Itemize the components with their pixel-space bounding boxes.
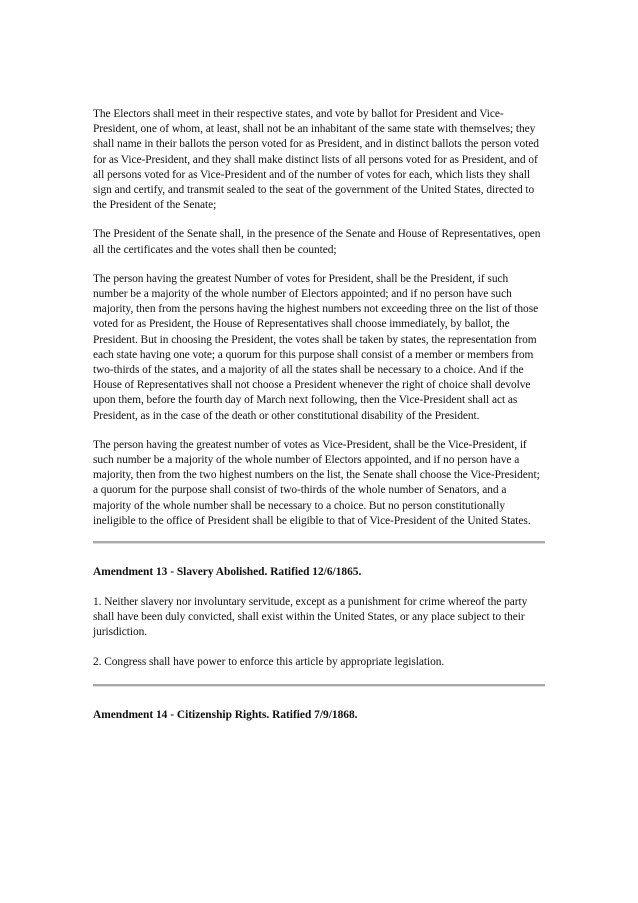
amendment12-paragraph-electors: The Electors shall meet in their respective states, and vote by ballot for President and Vice-President, one of whom, at least, shall not be an inhabitant of the same state with themselves; they shall name in their ballots the person voted for as President, and in distinct ballots the person voted for as Vice-President, and they shall make distinct lists of all persons voted for as President, and of all persons voted for as Vice-President and of the number of votes for each, which lists they shall sign and certify, and transmit sealed to the seat of the government of the United States, directed to the President of the Senate; [93,108,539,212]
amendment13-title: Amendment 13 - Slavery Abolished. Ratified 12/6/1865. [93,566,362,579]
amendment12-paragraph-vice-president-choice: The person having the greatest number of votes as Vice-President, shall be the Vice-President, if such number be a majority of the whole number of Electors appointed, and if no person have a majority, then from the two highest numbers on the list, the Senate shall choose the Vice-President; a quorum for the purpose shall consist of two-thirds of the whole number of Senators, and a majority of the whole number shall be necessary to a choice. But no person constitutionally ineligible to the office of President shall be eligible to that of Vice-President of the United States. [93,438,540,527]
amendment12-paragraph-counting: The President of the Senate shall, in the presence of the Senate and House of Representatives, open all the certificates and the votes shall then be counted; [93,228,541,256]
amendment12-paragraph-president-choice: The person having the greatest Number of votes for President, shall be the President, if such number be a majority of the whole number of Electors appointed; and if no person have such majority, then from the persons having the highest numbers not exceeding three on the list of those voted for as President, the House of Representatives shall choose immediately, by ballot, the President. But in choosing the President, the votes shall be taken by states, the representation from each state having one vote; a quorum for this purpose shall consist of a member or members from two-thirds of the states, and a majority of all the states shall be necessary to a choice. And if the House of Representatives shall not choose a President whenever the right of choice shall devolve upon them, before the fourth day of March next following, then the Vice-President shall act as President, as in the case of the death or other constitutional disability of the President. [93,272,539,422]
amendment13-section1: 1. Neither slavery nor involuntary servitude, except as a punishment for crime whereof the party shall have been duly convicted, shall exist within the United States, or any place subject to their jurisdiction. [93,596,528,639]
section-divider [93,684,545,687]
amendment13-section2: 2. Congress shall have power to enforce this article by appropriate legislation. [93,655,445,668]
amendment14-title: Amendment 14 - Citizenship Rights. Ratified 7/9/1868. [93,708,358,721]
document-page [93,107,545,723]
section-divider [93,541,545,544]
